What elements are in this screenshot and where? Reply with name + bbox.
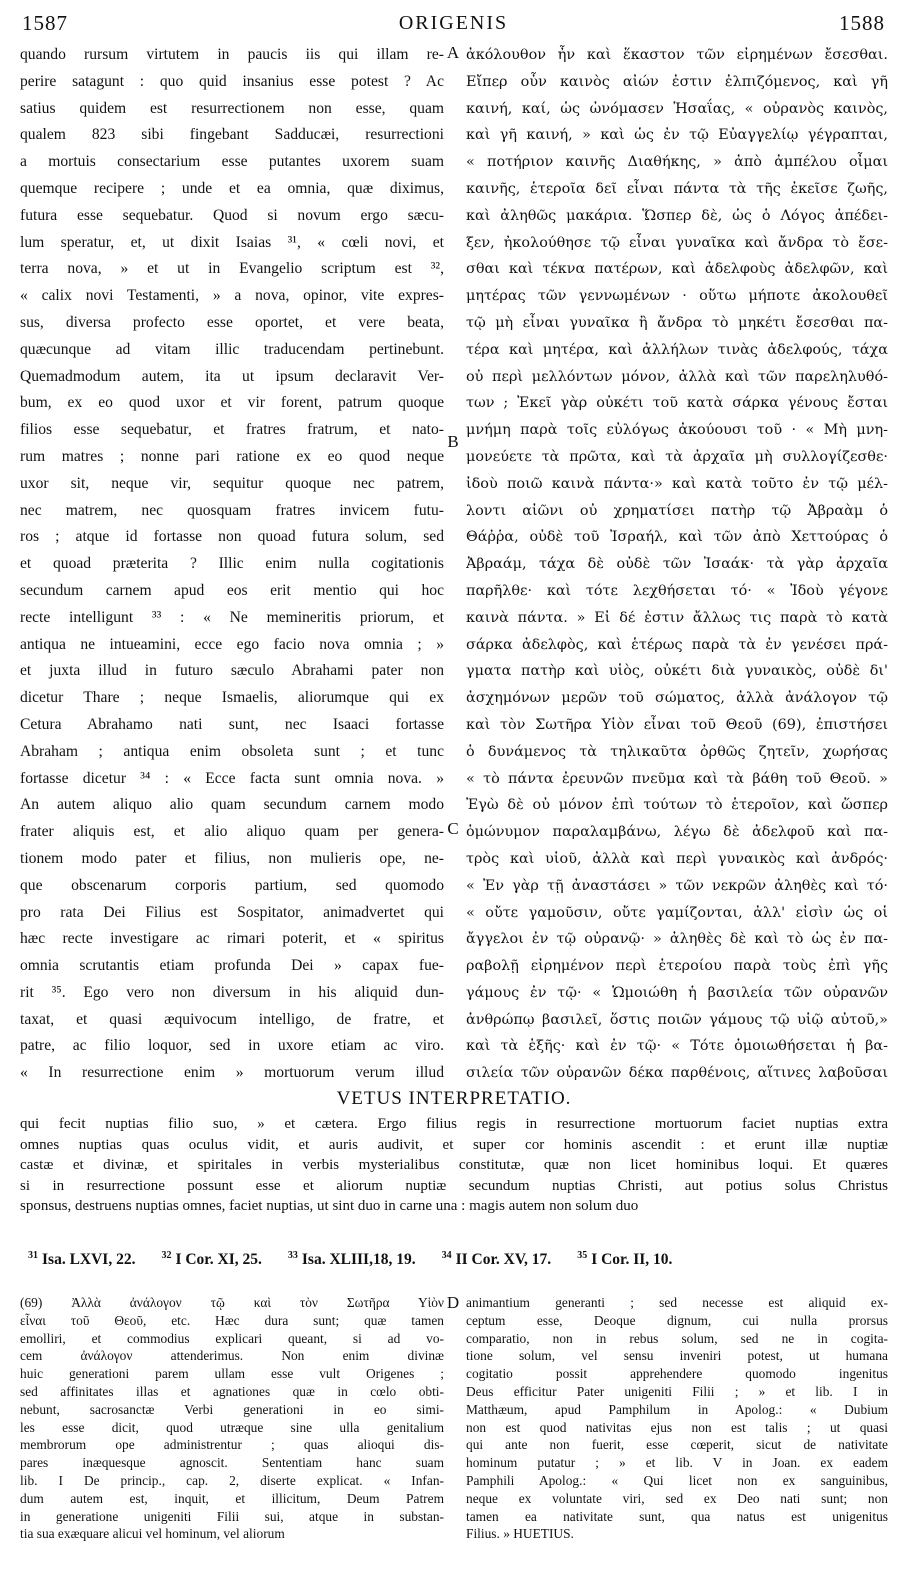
note-line: tione solum, vel sensu inveniri potest, ut humana <box>466 1348 888 1364</box>
latin-text-line: dicetur Thare ; neque Ismaelis, aliorumque qui ex <box>20 689 444 707</box>
greek-text-line: ἀνθρώπῳ βασιλεῖ, ὅστις ποιῶν γάμους τῷ υἱῷ αὐτοῦ,» <box>466 1011 888 1028</box>
footnote-reference: II Cor. XV, 17. <box>455 1251 552 1269</box>
note-line: hominum putatur ; » et lib. V in Joan. ex eadem <box>466 1455 888 1471</box>
greek-text-line: σθαι καὶ τέκνα πατέρων, καὶ ἀδελφοὺς ἀδελφῶν, καὶ <box>466 261 888 278</box>
latin-text-line: ros ; atque id fortasse non quoad futura solum, sed <box>20 528 444 546</box>
vetus-text-line: sponsus, destruens nuptias omnes, faciet nuptias, ut sint duo in carne una : magis autem non solum duo <box>20 1198 639 1214</box>
greek-text-line: μνήμη παρὰ τοῖς εὐλόγως ἀκούουσι τοῦ · « Μὴ μνη- <box>466 422 888 439</box>
greek-text-line: λοντι αἰῶνι οὐ χρηματίσει πατὴρ τῷ Ἀβραὰμ ὁ <box>466 502 888 519</box>
latin-text-line: antiqua ne intueamini, ecce ego facio nova omnia ; » <box>20 635 444 653</box>
greek-column <box>466 42 888 1082</box>
greek-text-line: « τὸ πάντα ἐρευνῶν πνεῦμα καὶ τὰ βάθη τοῦ Θεοῦ. » <box>466 770 888 787</box>
greek-text-line: ἄγγελοι ἐν τῷ οὐρανῷ· » ἀληθὲς δὲ καὶ τὸ ὡς ἐν πα- <box>466 931 888 948</box>
greek-text-line: μονεύετε τὰ πρῶτα, καὶ τὰ ἀρχαῖα μὴ συλλογίζεσθε· <box>466 448 888 465</box>
running-head <box>22 10 885 36</box>
latin-text-line: sus, diversa profecto esse oportet, et vere beata, <box>20 313 444 331</box>
latin-text-line: Cetura Abrahamo nati sunt, nec Isaaci fortasse <box>20 715 444 733</box>
vetus-text-line: omnes nuptias quas oculus vidit, et auris audivit, et super cor hominis ascendit : et erunt illæ nuptiæ <box>20 1136 888 1153</box>
note-line: ceptum esse, Deoque dignum, cui nulla prorsus <box>466 1312 888 1328</box>
greek-text-line: οὐ περὶ μελλόντων μόνον, ἀλλὰ καὶ τῶν παρεληλυθό- <box>466 368 888 385</box>
margin-letter-a: A <box>446 43 460 62</box>
note-line: tia sua exæquare alicui vel hominum, vel aliorum <box>20 1526 285 1542</box>
latin-text-line: rit ³⁵. Ego vero non diversum in his aliquid dun- <box>20 983 444 1001</box>
footnote <box>288 1250 416 1269</box>
greek-text-line: ραβολῇ εἰρημένον περὶ ἑτεροίου παρὰ τοὺς ἐπὶ γῆς <box>466 958 888 975</box>
latin-text-line: secundum carnem apud eos erit mentio qui hoc <box>20 581 444 599</box>
latin-text-line: futura esse sequebatur. Quod si novum ergo sæcu- <box>20 206 444 224</box>
note-line: Matthæum, apud Pamphilum in Apolog.: « Dubium <box>466 1401 888 1417</box>
footnote-reference: Isa. LXVI, 22. <box>42 1251 136 1269</box>
latin-text-line: An autem aliquo alio quam secundum carnem modo <box>20 796 444 814</box>
latin-text-line: rum matres ; nonne pari ratione ex eo quod neque <box>20 447 444 465</box>
greek-text-line: καὶ τὸν Σωτῆρα Υἱὸν εἶναι τοῦ Θεοῦ (69), ἐπιστήσει <box>466 716 888 733</box>
greek-text-line: τρὸς καὶ υἱοῦ, ἀλλὰ καὶ περὶ γυναικὸς καὶ ἀνδρός· <box>466 850 888 867</box>
footnote-reference: Isa. XLIII,18, 19. <box>301 1251 416 1269</box>
latin-text-line: « calix novi Testamenti, » a nova, opinor, vite expres- <box>20 287 444 305</box>
greek-text-line: ξεν, ἠκολούθησε τῷ εἶναι γυναῖκα καὶ ἄνδρα τὸ ἔσε- <box>466 234 888 251</box>
scripture-footnotes <box>20 1250 896 1269</box>
footnote <box>161 1250 261 1269</box>
greek-text-line: ἀκόλουθον ἦν καὶ ἕκαστον τῶν εἰρημένων ἔσεσθαι. <box>466 47 888 63</box>
greek-text-line: των ; Ἐκεῖ γὰρ οὐκέτι τοῦ κατὰ σάρκα γένους ἔσται <box>466 395 888 412</box>
note-line: pares inæquesque agnoscit. Sententiam hanc suam <box>20 1455 444 1471</box>
latin-text-line: satius quidem est resurrectionem non esse, quam <box>20 99 444 117</box>
greek-text-line: καινῆς, ἑτεροῖα δεῖ εἶναι πάντα τὰ τῆς ἐκεῖσε ζωῆς, <box>466 180 888 197</box>
vetus-text-line: castæ et divinæ, et spiritales in verbis mysterialibus constitutæ, quæ non licet hominibus loqui. Et quæres <box>20 1157 888 1173</box>
vetus-interpretatio-text <box>20 1114 888 1244</box>
margin-letter-c: C <box>447 819 459 838</box>
greek-text-line: « Ἐν γὰρ τῇ ἀναστάσει » τῶν νεκρῶν ἀληθὲς καὶ τό· <box>466 877 888 894</box>
greek-text-line: Εἴπερ οὖν καινὸς αἰών ἐστιν ἐλπιζόμενος, καὶ γῆ <box>466 73 888 90</box>
greek-text-line: γάμους ἐν τῷ· « Ὡμοιώθη ἡ βασιλεία τῶν οὐρανῶν <box>466 984 888 1001</box>
greek-text-line: γματα πατὴρ καὶ υἱὸς, οὐκέτι διὰ γυναικὸς, οὐδὲ δι' <box>466 663 888 680</box>
note-line: sed affinitates illas et agnationes quæ in cœlo obti- <box>20 1383 444 1399</box>
greek-text-line: καὶ τὰ ἑξῆς· καὶ ἐν τῷ· « Τότε ὁμοιωθήσεται ἡ βα- <box>466 1038 888 1055</box>
greek-text-line: παρῆλθε· καὶ τότε λεχθήσεται τό· « Ἰδοὺ γέγονε <box>466 582 888 599</box>
greek-text-line: τῷ μὴ εἶναι γυναῖκα ἢ ἄνδρα τὸ μηκέτι ἔσεσθαι πα- <box>466 314 888 331</box>
latin-text-line: quæcunque ad vitam illic traducendam pertinebunt. <box>20 340 444 358</box>
greek-text-line: ὁμώνυμον παραλαμβάνω, λέγω δὲ ἀδελφοῦ καὶ πα- <box>466 824 888 841</box>
vetus-text-line: si in resurrectione possunt esse et aliorum nuptiæ secundum nuptias Christi, aut potius solus Christus <box>20 1177 888 1194</box>
footnote-number: 32 <box>161 1250 172 1261</box>
latin-text-line: lum speratur, et, ut dixit Isaias ³¹, « cœli novi, et <box>20 233 444 251</box>
note-line: εἶναι τοῦ Θεοῦ, etc. Hæc dura sunt; quæ tamen <box>20 1312 444 1328</box>
greek-text-line: μητέρας τῶν γεννωμένων · οὕτω μήποτε ἀκολουθεῖ <box>466 288 888 305</box>
note-line: Pamphili Apolog.: « Qui licet non ex sanguinibus, <box>466 1472 888 1488</box>
latin-text-line: Abraham ; antiqua enim obsoleta sunt ; et tunc <box>20 742 444 760</box>
vetus-text-line: qui fecit nuptias filio suo, » et cætera. Ergo filius regis in resurrectione mortuorum faciet nuptias extra <box>20 1116 888 1132</box>
latin-text-line: nec matrem, nec quosquam fratres invicem futu- <box>20 501 444 519</box>
latin-text-line: et quoad præterita ? Illic enim nulla cogitationis <box>20 555 444 573</box>
footnote-reference: I Cor. XI, 25. <box>175 1251 262 1269</box>
footnote <box>442 1250 552 1269</box>
note-line: neque ex voluntate viri, sed ex Deo nati sunt; non <box>466 1490 888 1506</box>
note-line: non est quod nativitas ejus non est talis ; ut quasi <box>466 1419 888 1435</box>
latin-text-line: tionem modo pater et filius, non mulieris ope, ne- <box>20 849 444 867</box>
running-title: ORIGENIS <box>398 11 509 34</box>
greek-text-line: ὁ δυνάμενος τὰ τηλικαῦτα ὀρθῶς ζητεῖν, χωρήσας <box>466 743 888 760</box>
footnote-reference: I Cor. II, 10. <box>591 1251 673 1269</box>
latin-text-line: et juxta illud in futuro sæculo Abrahami pater non <box>20 662 444 680</box>
note-line: (69) Ἀλλὰ ἀνάλογον τῷ καὶ τὸν Σωτῆρα Υἱὸν <box>20 1295 444 1310</box>
note-line: cogitatio possit apprehendere quomodo ingenitus <box>466 1366 888 1382</box>
note-line: in generatione unigeniti Filii sui, atque in substan- <box>20 1508 444 1524</box>
latin-text-line: a mortuis consectarium esse putantes uxorem suam <box>20 153 444 171</box>
margin-letter-d: D <box>446 1293 460 1312</box>
latin-text-line: pro rata Dei Filius est Sospitator, animadvertet qui <box>20 903 444 921</box>
footnote-number: 34 <box>441 1250 452 1261</box>
note-column-right <box>466 1294 888 1572</box>
latin-text-line: quemque recipere ; unde et ea omnia, quæ diximus, <box>20 179 444 197</box>
note-line: tamen ea nativitate sunt, qua natus est unigenitus <box>466 1508 888 1524</box>
note-line: les esse dicit, quod utræque sine ulla genitalium <box>20 1419 444 1435</box>
latin-text-line: uxor sit, neque vir, sequitur quoque nec patrem, <box>20 474 444 492</box>
note-line: Filius. » HUETIUS. <box>466 1526 574 1542</box>
latin-text-line: qualem 823 sibi fingebant Sadducæi, resurrectioni <box>20 126 444 144</box>
page-number-right: 1588 <box>839 10 885 35</box>
latin-text-line: recte intelligunt ³³ : « Ne memineritis priorum, et <box>20 608 444 626</box>
latin-text-line: filios esse sequebatur, et fratres fratrum, et nato- <box>20 421 444 439</box>
note-line: emolliri, et commodius explicari queant, si ad vo- <box>20 1330 444 1346</box>
note-line: Deus efficitur Pater unigeniti Filii ; » et lib. I in <box>466 1383 888 1399</box>
greek-text-line: καινὰ πάντα. » Εἰ δέ ἐστιν ἄλλως τις παρὰ τὸ κατὰ <box>466 609 888 626</box>
note-line: huic generationi parem ullam esse vult Origenes ; <box>20 1366 444 1382</box>
footnote-number: 31 <box>28 1250 38 1261</box>
latin-text-line: omnia scrutantis etiam profunda Dei » capax fue- <box>20 957 444 975</box>
note-line: comparatio, non in rebus solum, sed ne in cogita- <box>466 1330 888 1346</box>
note-line: lib. I De princip., cap. 2, diserte explicat. « Infan- <box>20 1472 444 1488</box>
page-number-left: 1587 <box>22 10 68 35</box>
note-line: cem ἀνάλογον attenderimus. Non enim divinæ <box>20 1348 444 1364</box>
greek-text-line: ἀσχημόνων μερῶν τοῦ σώματος, ἀλλὰ ἀνάλογον τῷ <box>466 690 888 707</box>
latin-text-line: bum, ex eo quod uxor et vir forent, patrum quoque <box>20 394 444 412</box>
latin-text-line: « In resurrectione enim » mortuorum verum illud <box>20 1064 444 1082</box>
latin-text-line: taxat, et quasi æquivocum intelligo, de fratre, et <box>20 1010 444 1028</box>
note-line: qui ante non fuerit, esse cœperit, sicut de nativitate <box>466 1437 888 1453</box>
greek-text-line: « οὔτε γαμοῦσιν, οὔτε γαμίζονται, ἀλλ' εἰσὶν ὡς οἱ <box>466 904 888 921</box>
footnote <box>28 1250 135 1269</box>
latin-text-line: quando rursum virtutem in paucis iis qui illam re- <box>20 46 444 63</box>
note-line: animantium generanti ; sed necesse est aliquid ex- <box>466 1295 888 1310</box>
greek-text-line: Ἐγὼ δὲ οὐ μόνον ἐπὶ τούτων τὸ ἑτεροῖον, καὶ ὥσπερ <box>466 797 888 814</box>
margin-letter-b: B <box>447 432 459 451</box>
latin-text-line: que obscenarum corporis partium, sed quomodo <box>20 876 444 894</box>
editorial-notes <box>20 1294 888 1574</box>
note-line: dum autem est, inquit, et illicitum, Deum Patrem <box>20 1490 444 1506</box>
greek-text-line: καινή, καί, ὡς ὠνόμασεν Ἡσαΐας, « οὐρανὸς καινὸς, <box>466 100 888 117</box>
greek-text-line: « ποτήριον καινῆς Διαθήκης, » ἀπὸ ἀμπέλου οἶμαι <box>466 154 888 171</box>
greek-text-line: Θάῤῥα, οὐδὲ τοῦ Ἰσραήλ, καὶ τῶν ἀπὸ Χεττούρας ὁ <box>466 529 888 546</box>
latin-text-line: frater aliquis est, et alio aliquo quam per genera- <box>20 823 444 841</box>
footnote-number: 33 <box>287 1250 298 1261</box>
greek-text-line: σάρκα ἀδελφὸς, καὶ ἑτέρως παρὰ τὰ ἐν γενέσει πρά- <box>466 636 888 653</box>
footnote <box>577 1250 672 1269</box>
main-text <box>20 42 888 1084</box>
greek-text-line: Ἀβραάμ, τάχα δὲ οὐδὲ τῶν Ἰσαάκ· τὰ γὰρ ἀρχαῖα <box>466 556 888 573</box>
latin-text-line: fortasse dicetur ³⁴ : « Ecce facta sunt omnia nova. » <box>20 769 444 787</box>
greek-text-line: σιλεία τῶν οὐρανῶν δέκα παρθένοις, αἵτινες λαβοῦσαι <box>466 1065 888 1082</box>
latin-text-line: hæc recte investigare ac rimari poterit, et « spiritus <box>20 930 444 948</box>
greek-text-line: καὶ γῆ καινή, » καὶ ὡς ἐν τῷ Εὐαγγελίῳ γέγραπται, <box>466 127 888 144</box>
latin-text-line: perire satagunt : quo quid insanius esse potest ? Ac <box>20 72 444 90</box>
latin-column <box>20 42 444 1082</box>
footnote-number: 35 <box>577 1250 588 1261</box>
greek-text-line: καὶ ἀληθῶς μακάρια. Ὥσπερ δὲ, ὡς ὁ Λόγος ἀπέδει- <box>466 207 888 224</box>
latin-text-line: terra nova, » et ut in Evangelio scriptum est ³², <box>20 260 444 278</box>
note-line: nebunt, sacrosanctæ Verbi generationi in eo simi- <box>20 1401 444 1417</box>
greek-text-line: τέρα καὶ μητέρα, καὶ ἀλλήλων τινὰς ἀδελφούς, τάχα <box>466 341 888 358</box>
latin-text-line: Quemadmodum autem, ita ut ipsum declaravit Ver- <box>20 367 444 385</box>
note-line: membrorum ope administrentur ; quas alioqui dis- <box>20 1437 444 1453</box>
latin-text-line: patre, ac filio loquor, sed in uxore etiam ac viro. <box>20 1037 444 1055</box>
greek-text-line: ἰδοὺ ποιῶ καινὰ πάντα·» καὶ κατὰ τοῦτο ἐν τῷ μέλ- <box>466 475 888 492</box>
note-column-left <box>20 1294 444 1572</box>
vetus-interpretatio-heading: VETUS INTERPRETATIO. <box>336 1088 572 1109</box>
